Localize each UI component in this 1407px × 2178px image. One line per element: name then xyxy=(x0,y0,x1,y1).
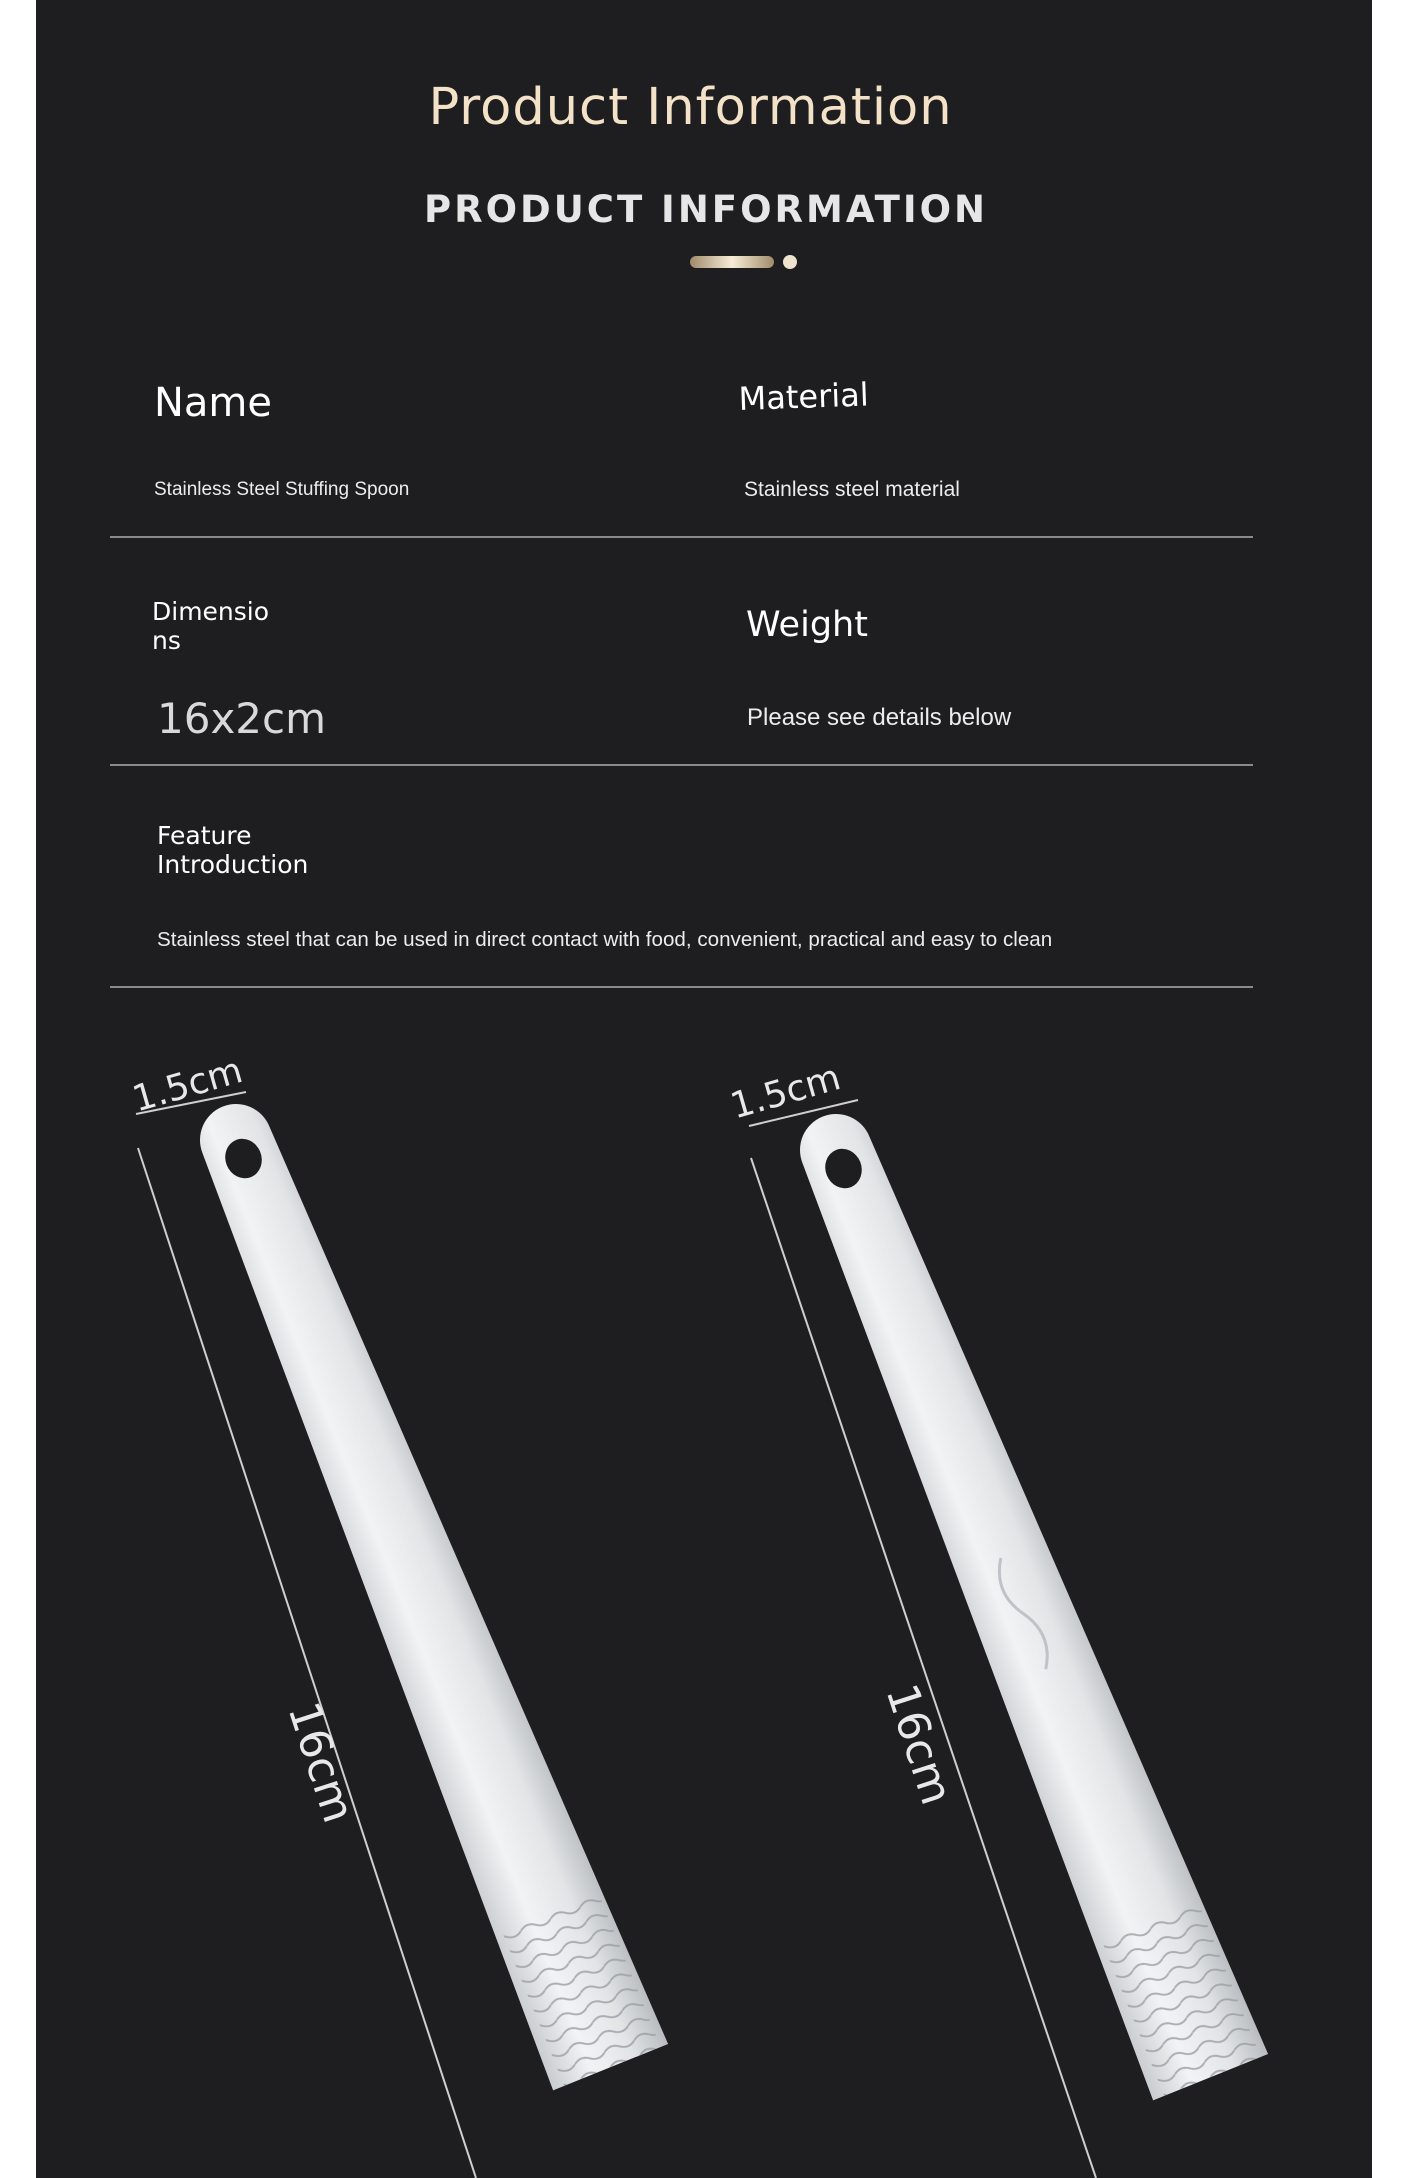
right-spoon xyxy=(749,1093,1268,2178)
dimensions-label xyxy=(152,597,269,655)
material-value: Stainless steel material xyxy=(744,478,960,501)
material-label: Material xyxy=(738,375,870,418)
left-spoon xyxy=(136,1083,668,2178)
left-width-label: 1.5cm xyxy=(128,1050,248,1121)
product-photo xyxy=(36,1000,1372,2178)
title-ornament xyxy=(656,250,806,274)
divider xyxy=(110,764,1253,766)
page-subtitle: PRODUCT INFORMATION xyxy=(423,188,989,231)
feature-label-line2: Introduction xyxy=(157,850,309,879)
divider xyxy=(110,986,1253,988)
divider xyxy=(110,536,1253,538)
name-label: Name xyxy=(154,380,273,426)
feature-value: Stainless steel that can be used in direct contact with food, convenient, practical and easy to clean xyxy=(157,928,1053,951)
dimensions-value: 16x2cm xyxy=(157,694,327,743)
feature-label-line1: Feature xyxy=(157,821,252,850)
product-info-panel xyxy=(36,0,1372,2178)
dimensions-label-line1: Dimensio xyxy=(152,597,270,626)
name-value: Stainless Steel Stuffing Spoon xyxy=(154,479,410,500)
page-title: Product Information xyxy=(428,78,953,137)
feature-label xyxy=(157,821,308,879)
dimensions-label-line2: ns xyxy=(152,626,181,655)
right-length-label: 16cm xyxy=(875,1678,963,1811)
right-width-label: 1.5cm xyxy=(726,1057,846,1128)
weight-label: Weight xyxy=(746,605,868,645)
left-length-label: 16cm xyxy=(277,1696,365,1829)
weight-value: Please see details below xyxy=(747,704,1012,731)
